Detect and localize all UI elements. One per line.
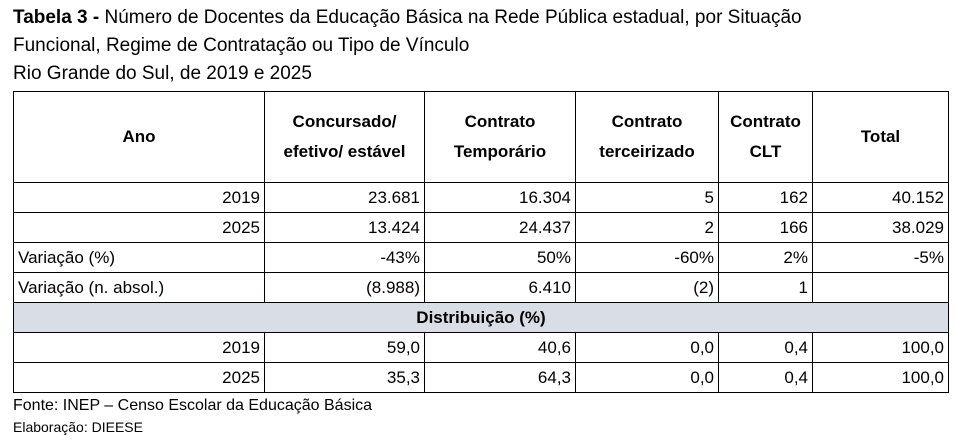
table-cell: 2019 bbox=[14, 333, 265, 363]
header-row bbox=[14, 92, 949, 183]
table-cell: 162 bbox=[719, 183, 813, 213]
table-cell: 2% bbox=[719, 243, 813, 273]
table-cell: 40,6 bbox=[425, 333, 576, 363]
table-cell: 0,0 bbox=[576, 363, 719, 393]
table-cell: 100,0 bbox=[813, 333, 949, 363]
table-cell: 2 bbox=[576, 213, 719, 243]
table-row bbox=[14, 183, 949, 213]
table-cell: 100,0 bbox=[813, 363, 949, 393]
distribution-label: Distribuição (%) bbox=[14, 303, 949, 333]
table-cell: 50% bbox=[425, 243, 576, 273]
table-cell: 35,3 bbox=[265, 363, 425, 393]
table-cell: 0,4 bbox=[719, 363, 813, 393]
header-total: Total bbox=[813, 92, 949, 183]
table-title-line2: Funcional, Regime de Contratação ou Tipo de Vínculo bbox=[13, 35, 470, 56]
table-row bbox=[14, 333, 949, 363]
header-concursado: Concursado/ efetivo/ estável bbox=[265, 92, 425, 183]
table-row bbox=[14, 213, 949, 243]
table-title bbox=[13, 4, 948, 88]
table-title-line1: Número de Docentes da Educação Básica na Rede Pública estadual, por Situação bbox=[104, 7, 802, 28]
table-cell: 40.152 bbox=[813, 183, 949, 213]
table-cell: 5 bbox=[576, 183, 719, 213]
table-cell: -43% bbox=[265, 243, 425, 273]
table-cell: 0,4 bbox=[719, 333, 813, 363]
table-cell: 166 bbox=[719, 213, 813, 243]
table-cell: 2019 bbox=[14, 183, 265, 213]
data-table bbox=[13, 91, 949, 393]
header-contrato-terceirizado: Contrato terceirizado bbox=[576, 92, 719, 183]
table-title-line3: Rio Grande do Sul, de 2019 e 2025 bbox=[13, 63, 312, 84]
header-ano: Ano bbox=[14, 92, 265, 183]
table-cell: 6.410 bbox=[425, 273, 576, 303]
table-cell: 24.437 bbox=[425, 213, 576, 243]
table-cell: 2025 bbox=[14, 363, 265, 393]
table-cell: 23.681 bbox=[265, 183, 425, 213]
table-cell: 1 bbox=[719, 273, 813, 303]
source-note: Fonte: INEP – Censo Escolar da Educação Básica bbox=[13, 397, 373, 414]
table-cell: (8.988) bbox=[265, 273, 425, 303]
table-cell: -5% bbox=[813, 243, 949, 273]
table-row bbox=[14, 363, 949, 393]
table-cell: Variação (n. absol.) bbox=[14, 273, 265, 303]
table-cell: -60% bbox=[576, 243, 719, 273]
table-row bbox=[14, 273, 949, 303]
table-cell: 0,0 bbox=[576, 333, 719, 363]
table-cell: 13.424 bbox=[265, 213, 425, 243]
table-cell: 64,3 bbox=[425, 363, 576, 393]
table-cell: 38.029 bbox=[813, 213, 949, 243]
elaboration-note: Elaboração: DIEESE bbox=[13, 419, 143, 435]
distribution-header-row bbox=[14, 303, 949, 333]
table-cell: 2025 bbox=[14, 213, 265, 243]
header-contrato-temporario: Contrato Temporário bbox=[425, 92, 576, 183]
header-contrato-clt: Contrato CLT bbox=[719, 92, 813, 183]
table-title-prefix: Tabela 3 - bbox=[13, 7, 105, 28]
table-cell: 59,0 bbox=[265, 333, 425, 363]
table-cell: 16.304 bbox=[425, 183, 576, 213]
table-cell: (2) bbox=[576, 273, 719, 303]
table-row bbox=[14, 243, 949, 273]
table-cell bbox=[813, 273, 949, 303]
table-cell: Variação (%) bbox=[14, 243, 265, 273]
